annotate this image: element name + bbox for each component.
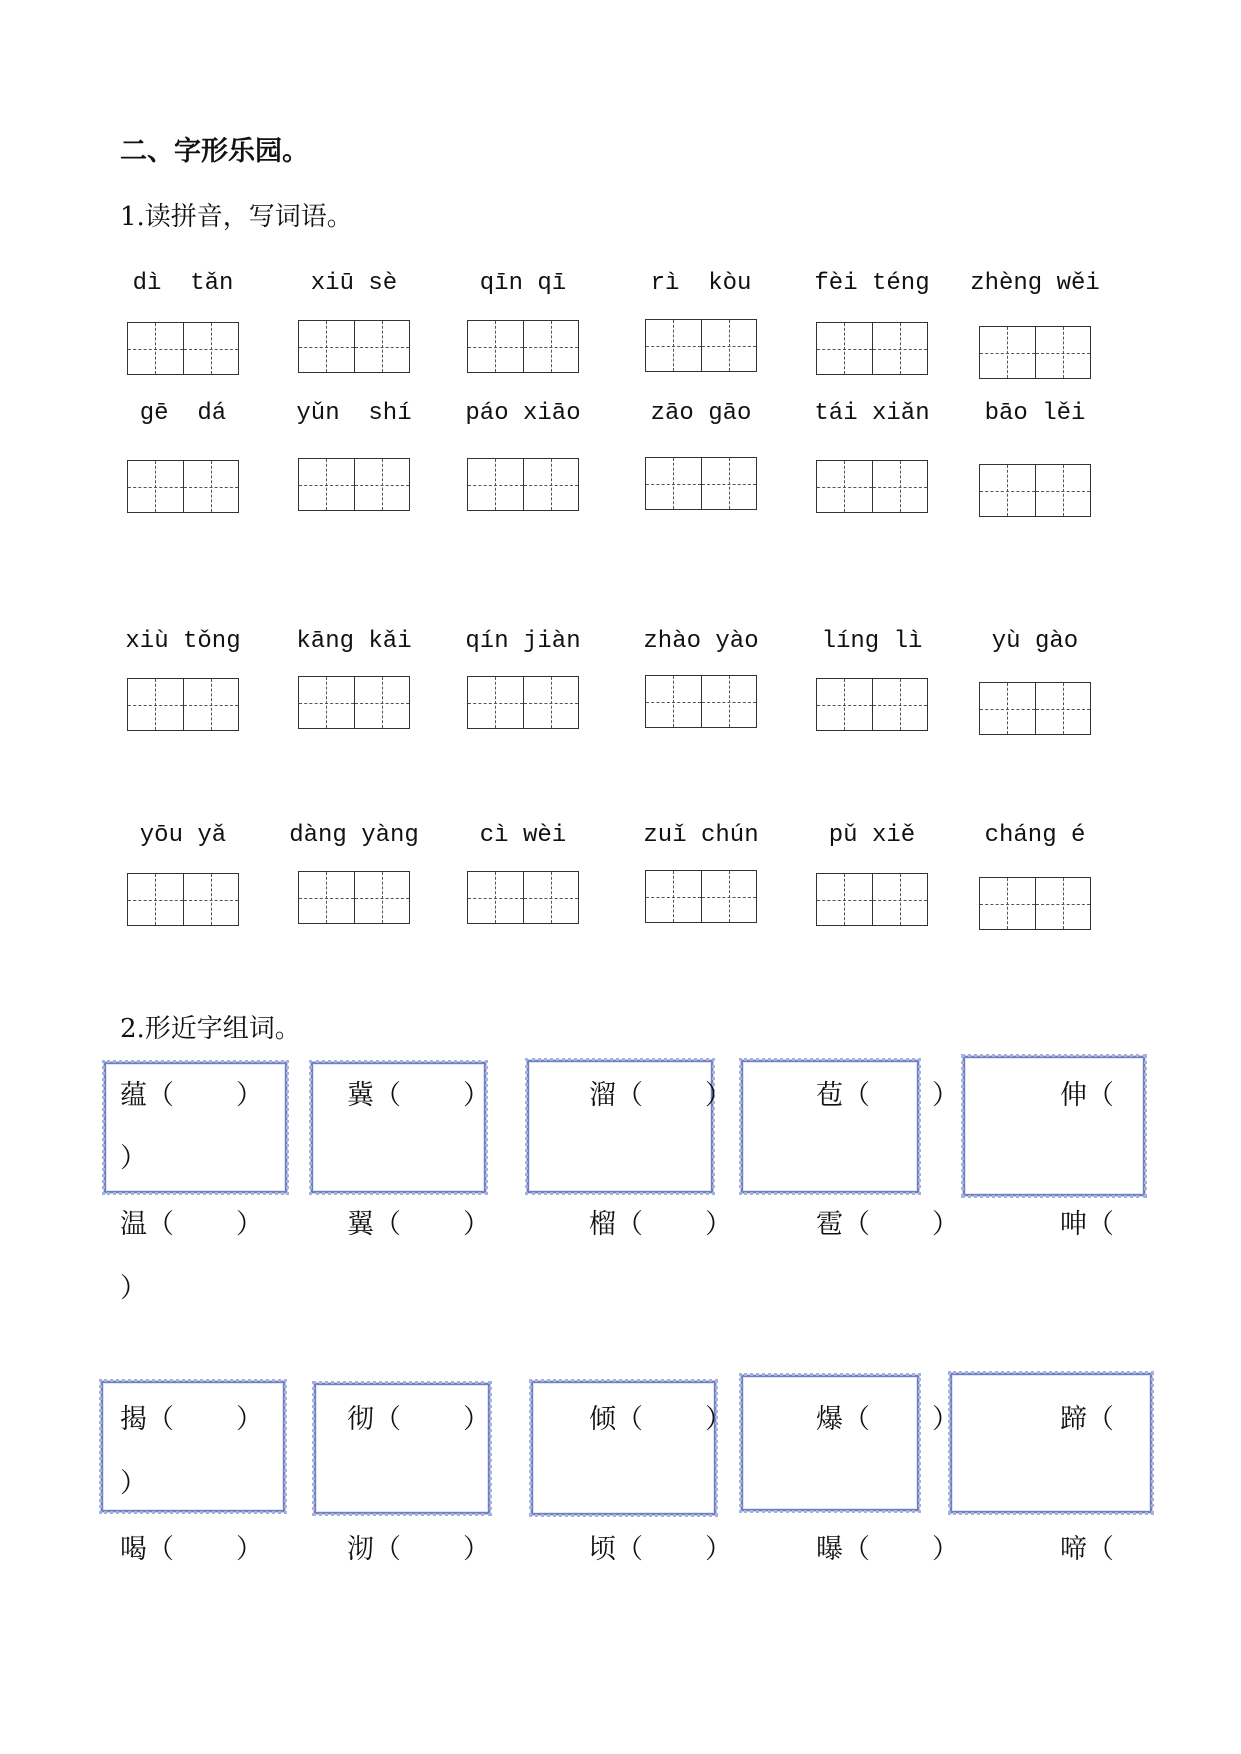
close-paren: ） xyxy=(463,1080,490,1111)
word-item xyxy=(347,1079,490,1113)
word-char: 伸 xyxy=(1060,1080,1087,1111)
writing-grid[interactable] xyxy=(979,464,1091,517)
open-paren: （ xyxy=(147,1404,174,1435)
answer-blank[interactable] xyxy=(643,1403,705,1437)
open-paren: （ xyxy=(1087,1080,1114,1111)
answer-blank[interactable] xyxy=(401,1208,463,1242)
word-item xyxy=(120,1079,263,1113)
char-cell[interactable] xyxy=(523,872,579,923)
char-cell[interactable] xyxy=(523,459,579,510)
char-cell[interactable] xyxy=(817,874,872,925)
word-char: 喝 xyxy=(120,1534,147,1565)
char-cell[interactable] xyxy=(299,459,354,510)
answer-blank[interactable] xyxy=(870,1208,932,1242)
char-cell[interactable] xyxy=(817,679,872,730)
writing-grid-row xyxy=(0,678,1241,738)
open-paren: （ xyxy=(1087,1534,1114,1565)
word-char: 蕴 xyxy=(120,1080,147,1111)
open-paren: （ xyxy=(374,1534,401,1565)
word-item xyxy=(347,1403,490,1437)
char-cell[interactable] xyxy=(980,465,1035,516)
char-cell[interactable] xyxy=(1035,878,1091,929)
word-item xyxy=(816,1079,959,1113)
writing-grid[interactable] xyxy=(298,458,410,511)
writing-grid-row xyxy=(0,460,1241,520)
word-line-wrap xyxy=(0,1142,1241,1176)
char-cell[interactable] xyxy=(980,683,1035,734)
close-paren: ） xyxy=(236,1534,263,1565)
open-paren: （ xyxy=(616,1209,643,1240)
writing-grid[interactable] xyxy=(645,319,757,372)
word-char: 榴 xyxy=(589,1209,616,1240)
writing-grid[interactable] xyxy=(979,877,1091,930)
pinyin: zāo gāo xyxy=(650,400,752,427)
word-item xyxy=(589,1079,732,1113)
open-paren: （ xyxy=(843,1080,870,1111)
open-paren: （ xyxy=(1087,1404,1114,1435)
part2-instruction: 2.形近字组词。 xyxy=(120,1014,301,1044)
writing-grid[interactable] xyxy=(298,320,410,373)
word-line xyxy=(0,1079,1241,1113)
open-paren: （ xyxy=(616,1080,643,1111)
close-paren: ） xyxy=(705,1209,732,1240)
char-cell[interactable] xyxy=(468,459,523,510)
word-item xyxy=(816,1533,959,1567)
answer-blank[interactable] xyxy=(401,1533,463,1567)
writing-grid[interactable] xyxy=(645,675,757,728)
writing-grid[interactable] xyxy=(127,873,239,926)
word-line xyxy=(0,1533,1241,1567)
word-char: 顷 xyxy=(589,1534,616,1565)
open-paren: （ xyxy=(147,1209,174,1240)
word-item xyxy=(347,1533,490,1567)
writing-grid[interactable] xyxy=(127,322,239,375)
close-paren: ） xyxy=(120,1273,147,1304)
pinyin: xiù tǒng xyxy=(125,628,241,655)
writing-grid[interactable] xyxy=(467,320,579,373)
char-cell[interactable] xyxy=(523,321,579,372)
char-cell[interactable] xyxy=(354,677,410,728)
word-item xyxy=(347,1208,490,1242)
open-paren: （ xyxy=(374,1209,401,1240)
char-cell[interactable] xyxy=(872,461,928,512)
char-cell[interactable] xyxy=(523,677,579,728)
close-paren: ） xyxy=(463,1534,490,1565)
pinyin: pǔ xiě xyxy=(828,822,916,849)
word-item xyxy=(120,1208,263,1242)
open-paren: （ xyxy=(616,1404,643,1435)
pinyin: rì kòu xyxy=(650,270,752,297)
writing-grid[interactable] xyxy=(816,322,928,375)
answer-blank[interactable] xyxy=(870,1079,932,1113)
close-paren: ） xyxy=(705,1404,732,1435)
char-cell[interactable] xyxy=(817,461,872,512)
word-item xyxy=(816,1208,959,1242)
writing-grid[interactable] xyxy=(298,871,410,924)
word-char: 倾 xyxy=(589,1404,616,1435)
word-char: 呻 xyxy=(1060,1209,1087,1240)
writing-grid[interactable] xyxy=(979,682,1091,735)
char-cell[interactable] xyxy=(701,458,757,509)
word-line-wrap xyxy=(0,1467,1241,1501)
answer-blank[interactable] xyxy=(174,1208,236,1242)
word-char: 温 xyxy=(120,1209,147,1240)
open-paren: （ xyxy=(843,1209,870,1240)
answer-blank[interactable] xyxy=(174,1533,236,1567)
answer-blank[interactable] xyxy=(870,1403,932,1437)
word-char: 苞 xyxy=(816,1080,843,1111)
pinyin: cì wèi xyxy=(479,822,567,849)
word-item xyxy=(589,1403,732,1437)
pinyin-row xyxy=(0,399,1241,459)
word-item xyxy=(816,1403,959,1437)
char-cell[interactable] xyxy=(646,458,701,509)
char-cell[interactable] xyxy=(1035,465,1091,516)
char-cell[interactable] xyxy=(872,679,928,730)
char-cell[interactable] xyxy=(980,878,1035,929)
pinyin: zuǐ chún xyxy=(643,822,759,849)
char-cell[interactable] xyxy=(183,679,239,730)
writing-grid-row xyxy=(0,322,1241,382)
word-char: 冀 xyxy=(347,1080,374,1111)
word-item xyxy=(589,1533,732,1567)
char-cell[interactable] xyxy=(646,871,701,922)
char-cell[interactable] xyxy=(128,323,183,374)
char-cell[interactable] xyxy=(1035,683,1091,734)
writing-grid[interactable] xyxy=(467,458,579,511)
writing-grid[interactable] xyxy=(645,870,757,923)
char-cell[interactable] xyxy=(128,679,183,730)
writing-grid-row xyxy=(0,873,1241,933)
close-paren: ） xyxy=(463,1209,490,1240)
pinyin: kāng kǎi xyxy=(296,628,412,655)
answer-blank[interactable] xyxy=(401,1403,463,1437)
word-item xyxy=(120,1403,263,1437)
pinyin: yǔn shí xyxy=(296,400,412,427)
writing-grid[interactable] xyxy=(979,326,1091,379)
answer-blank[interactable] xyxy=(870,1533,932,1567)
answer-blank[interactable] xyxy=(643,1079,705,1113)
char-cell[interactable] xyxy=(299,677,354,728)
open-paren: （ xyxy=(1087,1209,1114,1240)
word-line xyxy=(0,1208,1241,1242)
pinyin: fèi téng xyxy=(814,270,930,297)
char-cell[interactable] xyxy=(183,461,239,512)
part1-instruction: 1.读拼音，写词语。 xyxy=(120,202,353,232)
close-paren: ） xyxy=(120,1468,147,1499)
pinyin: páo xiāo xyxy=(465,400,581,427)
char-cell[interactable] xyxy=(1035,327,1091,378)
close-paren: ） xyxy=(463,1404,490,1435)
close-paren: ） xyxy=(932,1209,959,1240)
writing-grid[interactable] xyxy=(816,873,928,926)
pinyin-row xyxy=(0,821,1241,881)
word-char: 溜 xyxy=(589,1080,616,1111)
word-item xyxy=(1060,1208,1114,1242)
pinyin: cháng é xyxy=(984,822,1086,849)
writing-grid[interactable] xyxy=(127,678,239,731)
pinyin: dàng yàng xyxy=(289,822,419,849)
word-char: 爆 xyxy=(816,1404,843,1435)
char-cell[interactable] xyxy=(872,323,928,374)
writing-grid[interactable] xyxy=(645,457,757,510)
close-paren: ） xyxy=(236,1080,263,1111)
char-cell[interactable] xyxy=(872,874,928,925)
char-cell[interactable] xyxy=(468,321,523,372)
char-cell[interactable] xyxy=(299,321,354,372)
char-cell[interactable] xyxy=(183,874,239,925)
open-paren: （ xyxy=(616,1534,643,1565)
word-line-wrap xyxy=(0,1272,1241,1306)
char-cell[interactable] xyxy=(701,871,757,922)
pinyin: yōu yǎ xyxy=(139,822,227,849)
writing-grid[interactable] xyxy=(467,676,579,729)
word-item xyxy=(589,1208,732,1242)
writing-grid[interactable] xyxy=(816,460,928,513)
word-char: 翼 xyxy=(347,1209,374,1240)
pinyin: bāo lěi xyxy=(984,400,1086,427)
pinyin: zhèng wěi xyxy=(970,270,1100,297)
word-char: 蹄 xyxy=(1060,1404,1087,1435)
word-item xyxy=(1060,1533,1114,1567)
word-item xyxy=(120,1533,263,1567)
word-item xyxy=(1060,1403,1114,1437)
close-paren: ） xyxy=(705,1080,732,1111)
char-cell[interactable] xyxy=(468,677,523,728)
open-paren: （ xyxy=(374,1404,401,1435)
open-paren: （ xyxy=(147,1534,174,1565)
answer-blank[interactable] xyxy=(174,1403,236,1437)
writing-grid[interactable] xyxy=(298,676,410,729)
pinyin: xiū sè xyxy=(310,270,398,297)
close-paren: ） xyxy=(932,1534,959,1565)
word-char: 彻 xyxy=(347,1404,374,1435)
word-char: 曝 xyxy=(816,1534,843,1565)
answer-blank[interactable] xyxy=(174,1079,236,1113)
word-item xyxy=(1060,1079,1114,1113)
pinyin: yù gào xyxy=(991,628,1079,655)
writing-grid[interactable] xyxy=(467,871,579,924)
close-paren: ） xyxy=(236,1404,263,1435)
word-char: 揭 xyxy=(120,1404,147,1435)
char-cell[interactable] xyxy=(128,461,183,512)
word-char: 沏 xyxy=(347,1534,374,1565)
pinyin: gē dá xyxy=(139,400,227,427)
pinyin: dì tǎn xyxy=(132,270,234,297)
word-char: 啼 xyxy=(1060,1534,1087,1565)
char-cell[interactable] xyxy=(354,321,410,372)
char-cell[interactable] xyxy=(468,872,523,923)
close-paren: ） xyxy=(932,1404,959,1435)
char-cell[interactable] xyxy=(299,872,354,923)
pinyin: tái xiǎn xyxy=(814,400,930,427)
answer-blank[interactable] xyxy=(643,1208,705,1242)
pinyin-row xyxy=(0,269,1241,329)
writing-grid[interactable] xyxy=(127,460,239,513)
char-cell[interactable] xyxy=(354,459,410,510)
section-title: 二、字形乐园。 xyxy=(120,136,309,167)
word-line xyxy=(0,1403,1241,1437)
close-paren: ） xyxy=(705,1534,732,1565)
char-cell[interactable] xyxy=(701,320,757,371)
open-paren: （ xyxy=(843,1534,870,1565)
char-cell[interactable] xyxy=(646,676,701,727)
open-paren: （ xyxy=(147,1080,174,1111)
pinyin: zhào yào xyxy=(643,628,759,655)
answer-blank[interactable] xyxy=(401,1079,463,1113)
char-cell[interactable] xyxy=(817,323,872,374)
answer-blank[interactable] xyxy=(643,1533,705,1567)
char-cell[interactable] xyxy=(354,872,410,923)
char-cell[interactable] xyxy=(701,676,757,727)
char-cell[interactable] xyxy=(980,327,1035,378)
close-paren: ） xyxy=(120,1143,147,1174)
char-cell[interactable] xyxy=(646,320,701,371)
close-paren: ） xyxy=(236,1209,263,1240)
open-paren: （ xyxy=(374,1080,401,1111)
writing-grid[interactable] xyxy=(816,678,928,731)
pinyin: qín jiàn xyxy=(465,628,581,655)
pinyin: líng lì xyxy=(821,628,923,655)
pinyin: qīn qī xyxy=(479,270,567,297)
char-cell[interactable] xyxy=(128,874,183,925)
close-paren: ） xyxy=(932,1080,959,1111)
char-cell[interactable] xyxy=(183,323,239,374)
word-char: 雹 xyxy=(816,1209,843,1240)
open-paren: （ xyxy=(843,1404,870,1435)
